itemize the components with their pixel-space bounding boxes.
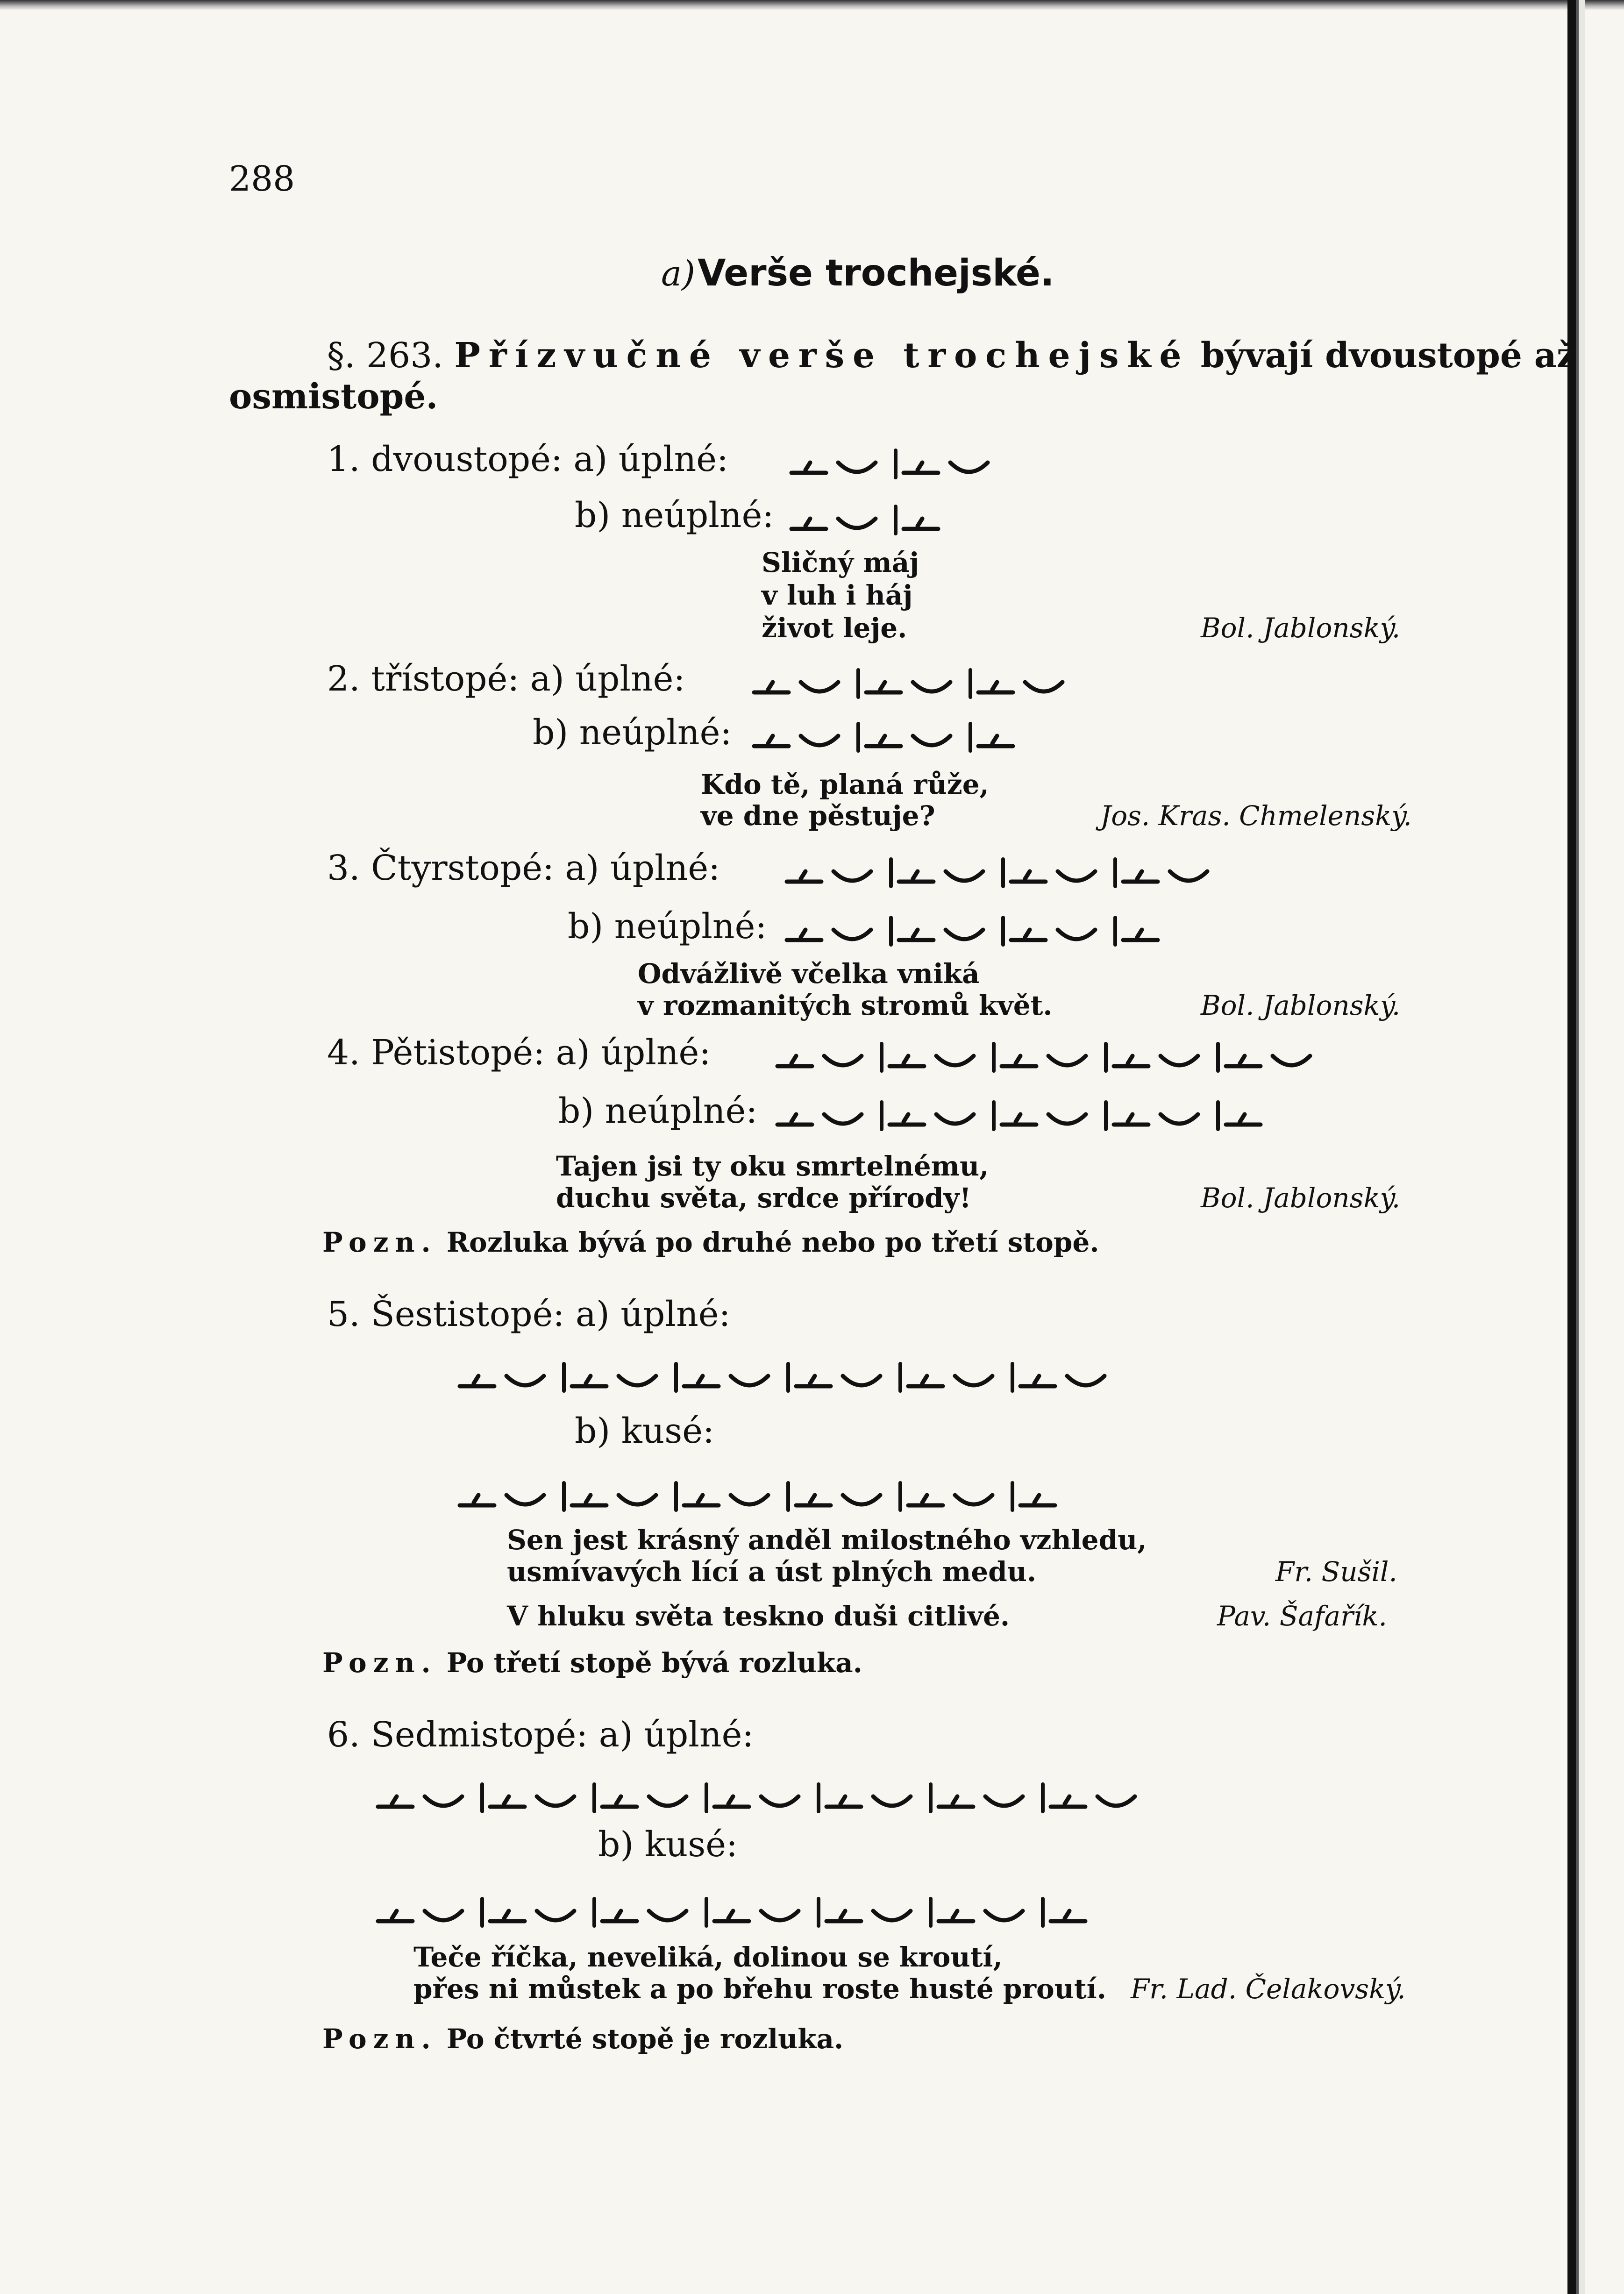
s1-meter-a xyxy=(790,449,1002,481)
stress-accent-mark xyxy=(922,1495,927,1503)
stress-accent-mark xyxy=(1016,1056,1020,1063)
paragraph-spaced-term: Přízvučné verše trochejské xyxy=(454,335,1190,376)
heading-label: a) xyxy=(661,254,695,294)
s2-meter-b xyxy=(752,722,1027,755)
short-syllable-mark xyxy=(425,1911,462,1920)
stress-accent-mark xyxy=(1025,871,1030,879)
s3-meter-b xyxy=(785,916,1172,948)
paragraph-line-2: osmistopé. xyxy=(229,377,438,417)
short-syllable-mark xyxy=(838,519,876,528)
stress-accent-mark xyxy=(392,1911,397,1918)
short-syllable-mark xyxy=(833,930,871,939)
short-syllable-mark xyxy=(1273,1056,1310,1065)
short-syllable-mark xyxy=(1048,1056,1086,1065)
short-syllable-mark xyxy=(833,871,871,881)
stress-accent-mark xyxy=(504,1911,509,1918)
stress-accent-mark xyxy=(953,1911,957,1918)
s5-b-label: b) kusé: xyxy=(575,1411,714,1451)
s5-example-line-2: usmívavých lící a úst plných medu. xyxy=(507,1556,1037,1588)
short-syllable-mark xyxy=(1025,682,1062,691)
s6-note-lead: Pozn. xyxy=(322,2023,437,2055)
s3-author: Bol. Jablonský. xyxy=(1201,990,1401,1021)
short-syllable-mark xyxy=(873,1911,911,1920)
s6-meter-b xyxy=(376,1897,1099,1930)
stress-accent-mark xyxy=(922,1376,927,1383)
short-syllable-mark xyxy=(619,1376,656,1385)
short-syllable-mark xyxy=(913,682,950,691)
s5-meter-b xyxy=(458,1481,1069,1514)
stress-accent-mark xyxy=(953,1796,957,1804)
s4-author: Bol. Jablonský. xyxy=(1201,1182,1401,1214)
stress-accent-mark xyxy=(801,930,805,937)
stress-accent-mark xyxy=(791,1056,796,1063)
stress-accent-mark xyxy=(805,519,810,526)
stress-accent-mark xyxy=(791,1114,796,1122)
stress-accent-mark xyxy=(504,1796,509,1804)
short-syllable-mark xyxy=(801,736,838,745)
stress-accent-mark xyxy=(904,1114,908,1122)
s3-example-line-1: Odvážlivě včelka vniká xyxy=(638,958,980,990)
stress-accent-mark xyxy=(918,463,922,470)
s6-note-text: Po čtvrté stopě je rozluka. xyxy=(446,2023,844,2055)
s5-example-line-1: Sen jest krásný anděl milostného vzhledu, xyxy=(507,1524,1147,1556)
s2-author: Jos. Kras. Chmelenský. xyxy=(1100,800,1412,832)
stress-accent-mark xyxy=(392,1796,397,1804)
stress-accent-mark xyxy=(1034,1495,1039,1503)
stress-accent-mark xyxy=(1016,1114,1020,1122)
short-syllable-mark xyxy=(1097,1796,1135,1806)
short-syllable-mark xyxy=(955,1495,992,1504)
s6-a-label: 6. Sedmistopé: a) úplné: xyxy=(327,1715,754,1755)
s4-b-label: b) neúplné: xyxy=(558,1091,758,1131)
s2-example-line-1: Kdo tě, planá růže, xyxy=(701,769,989,800)
short-syllable-mark xyxy=(1161,1114,1198,1124)
s2-a-label: 2. třístopé: a) úplné: xyxy=(327,659,685,699)
stress-accent-mark xyxy=(918,519,922,526)
short-syllable-mark xyxy=(1067,1376,1104,1385)
short-syllable-mark xyxy=(649,1911,686,1920)
s4-meter-a xyxy=(776,1042,1324,1075)
short-syllable-mark xyxy=(946,930,983,939)
s2-b-label: b) neúplné: xyxy=(533,712,732,753)
stress-accent-mark xyxy=(474,1376,478,1383)
short-syllable-mark xyxy=(985,1911,1023,1920)
stress-accent-mark xyxy=(1128,1114,1133,1122)
short-syllable-mark xyxy=(761,1796,798,1806)
s1-example-line-3: život leje. xyxy=(762,612,907,644)
stress-accent-mark xyxy=(913,871,918,879)
short-syllable-mark xyxy=(824,1056,862,1065)
short-syllable-mark xyxy=(537,1796,574,1806)
short-syllable-mark xyxy=(838,463,876,472)
s1-a-label: 1. dvoustopé: a) úplné: xyxy=(327,439,728,479)
s4-note-lead: Pozn. xyxy=(322,1226,437,1258)
stress-accent-mark xyxy=(698,1376,703,1383)
stress-accent-mark xyxy=(880,736,885,743)
stress-accent-mark xyxy=(728,1911,733,1918)
short-syllable-mark xyxy=(936,1056,974,1065)
s4-a-label: 4. Pětistopé: a) úplné: xyxy=(327,1033,711,1073)
stress-accent-mark xyxy=(1065,1911,1069,1918)
short-syllable-mark xyxy=(537,1911,574,1920)
stress-accent-mark xyxy=(913,930,918,937)
short-syllable-mark xyxy=(824,1114,862,1124)
s6-example-line-1: Teče říčka, neveliká, dolinou se kroutí, xyxy=(413,1941,1003,1973)
s3-meter-a xyxy=(785,857,1221,890)
stress-accent-mark xyxy=(840,1911,845,1918)
stress-accent-mark xyxy=(810,1376,815,1383)
s5-meter-a xyxy=(458,1362,1118,1395)
stress-accent-mark xyxy=(992,682,997,690)
paragraph-line-1 xyxy=(327,335,1576,376)
stress-accent-mark xyxy=(768,736,773,743)
s2-meter-a xyxy=(752,668,1076,701)
short-syllable-mark xyxy=(873,1796,911,1806)
paragraph-lead: §. 263. xyxy=(327,335,443,376)
stress-accent-mark xyxy=(698,1495,703,1503)
short-syllable-mark xyxy=(1048,1114,1086,1124)
stress-accent-mark xyxy=(586,1376,591,1383)
short-syllable-mark xyxy=(619,1495,656,1504)
stress-accent-mark xyxy=(1128,1056,1133,1063)
short-syllable-mark xyxy=(946,871,983,881)
short-syllable-mark xyxy=(843,1376,880,1385)
s6-author: Fr. Lad. Čelakovský. xyxy=(1131,1973,1406,2005)
short-syllable-mark xyxy=(843,1495,880,1504)
s4-example-line-2: duchu světa, srdce přírody! xyxy=(556,1182,971,1214)
stress-accent-mark xyxy=(616,1911,621,1918)
stress-accent-mark xyxy=(728,1796,733,1804)
s4-note-text: Rozluka bývá po druhé nebo po třetí stopě. xyxy=(446,1226,1099,1258)
stress-accent-mark xyxy=(992,736,997,743)
s5-author: Fr. Sušil. xyxy=(1275,1556,1397,1588)
short-syllable-mark xyxy=(425,1796,462,1806)
paragraph-rest: bývají dvoustopé až xyxy=(1200,335,1576,376)
short-syllable-mark xyxy=(955,1376,992,1385)
s5-example-2: V hluku světa teskno duši citlivé. xyxy=(507,1600,1010,1632)
stress-accent-mark xyxy=(801,871,805,879)
stress-accent-mark xyxy=(768,682,773,690)
stress-accent-mark xyxy=(880,682,885,690)
short-syllable-mark xyxy=(950,463,988,472)
stress-accent-mark xyxy=(1137,930,1142,937)
stress-accent-mark xyxy=(474,1495,478,1503)
s3-example-line-2: v rozmanitých stromů květ. xyxy=(638,990,1053,1021)
short-syllable-mark xyxy=(985,1796,1023,1806)
s1-meter-b xyxy=(790,505,952,537)
stress-accent-mark xyxy=(586,1495,591,1503)
short-syllable-mark xyxy=(761,1911,798,1920)
stress-accent-mark xyxy=(810,1495,815,1503)
s3-a-label: 3. Čtyrstopé: a) úplné: xyxy=(327,848,720,888)
s2-example-line-2: ve dne pěstuje? xyxy=(701,800,935,832)
s3-b-label: b) neúplné: xyxy=(568,906,767,947)
s1-author: Bol. Jablonský. xyxy=(1201,612,1401,644)
s1-example-line-1: Sličný máj xyxy=(762,547,919,578)
s5-note xyxy=(322,1647,862,1679)
stress-accent-mark xyxy=(805,463,810,470)
s5-author-2: Pav. Šafařík. xyxy=(1217,1600,1387,1632)
s6-meter-a xyxy=(376,1782,1149,1815)
s4-meter-b xyxy=(776,1100,1275,1133)
s1-example-line-2: v luh i háj xyxy=(762,579,913,611)
short-syllable-mark xyxy=(801,682,838,691)
stress-accent-mark xyxy=(1034,1376,1039,1383)
s6-example-line-2: přes ni můstek a po břehu roste husté proutí. xyxy=(413,1973,1106,2005)
s5-note-lead: Pozn. xyxy=(322,1647,437,1679)
stress-accent-mark xyxy=(1025,930,1030,937)
s5-note-text: Po třetí stopě bývá rozluka. xyxy=(446,1647,862,1679)
stress-accent-mark xyxy=(840,1796,845,1804)
stress-accent-mark xyxy=(1240,1114,1245,1122)
short-syllable-mark xyxy=(913,736,950,745)
stress-accent-mark xyxy=(1137,871,1142,879)
s4-note xyxy=(322,1226,1099,1258)
stress-accent-mark xyxy=(1065,1796,1069,1804)
short-syllable-mark xyxy=(1058,871,1095,881)
short-syllable-mark xyxy=(649,1796,686,1806)
s1-b-label: b) neúplné: xyxy=(575,495,774,535)
s5-a-label: 5. Šestistopé: a) úplné: xyxy=(327,1294,731,1334)
stress-accent-mark xyxy=(616,1796,621,1804)
short-syllable-mark xyxy=(731,1376,768,1385)
s4-example-line-1: Tajen jsi ty oku smrtelnému, xyxy=(556,1150,989,1182)
section-heading xyxy=(661,252,1054,294)
stress-accent-mark xyxy=(904,1056,908,1063)
short-syllable-mark xyxy=(936,1114,974,1124)
short-syllable-mark xyxy=(1161,1056,1198,1065)
short-syllable-mark xyxy=(1170,871,1207,881)
page-number: 288 xyxy=(229,159,295,199)
stress-accent-mark xyxy=(1240,1056,1245,1063)
s6-b-label: b) kusé: xyxy=(598,1824,738,1865)
short-syllable-mark xyxy=(731,1495,768,1504)
short-syllable-mark xyxy=(506,1376,544,1385)
s6-note xyxy=(322,2023,843,2055)
short-syllable-mark xyxy=(1058,930,1095,939)
short-syllable-mark xyxy=(506,1495,544,1504)
heading-title: Verše trochejské. xyxy=(698,252,1054,294)
